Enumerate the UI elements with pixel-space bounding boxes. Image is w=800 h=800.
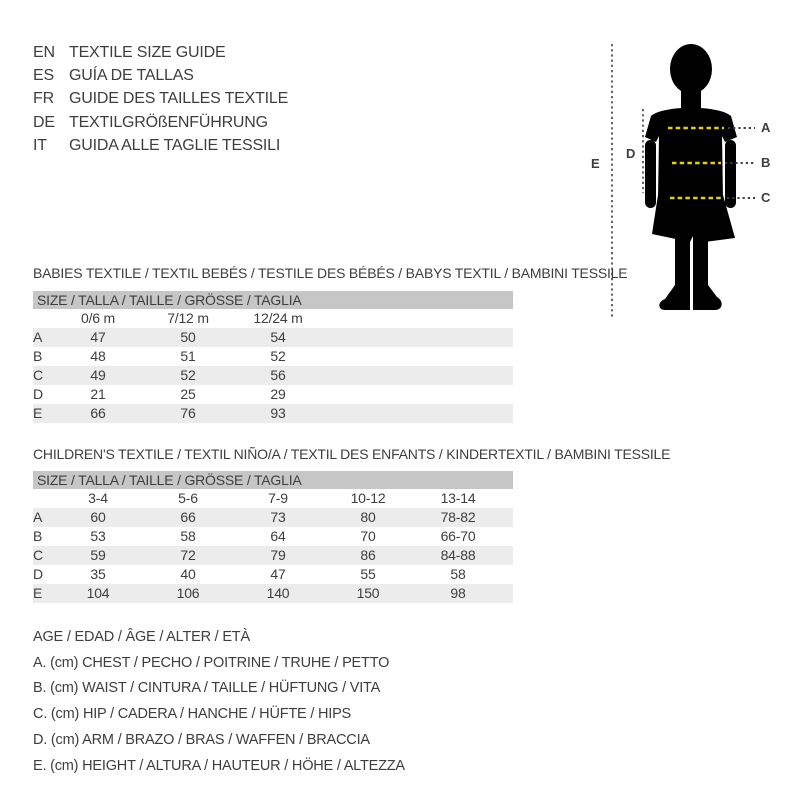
cell: 49 (90, 367, 106, 383)
language-code: IT (33, 137, 47, 155)
language-row (33, 88, 288, 111)
cell: 104 (86, 585, 110, 601)
row-label: D (33, 386, 43, 402)
cell: 150 (356, 585, 380, 601)
cell: 98 (450, 585, 466, 601)
legend-line: AGE / EDAD / ÂGE / ALTER / ETÀ (33, 629, 250, 645)
cell: 59 (90, 547, 106, 563)
cell: 78-82 (440, 509, 476, 525)
legend-line: C. (cm) HIP / CADERA / HANCHE / HÜFTE / HIPS (33, 706, 352, 723)
cell: 48 (90, 348, 106, 364)
cell: 51 (180, 348, 196, 364)
row-label: B (33, 528, 43, 544)
cell: 50 (180, 329, 196, 345)
cell: 35 (90, 566, 106, 582)
legend-line: E. (cm) HEIGHT / ALTURA / HAUTEUR / HÖHE / ALTEZZA (33, 757, 405, 774)
language-label: GUIDE DES TAILLES TEXTILE (69, 90, 289, 108)
table-row (33, 347, 513, 366)
cell: 64 (270, 528, 286, 544)
table-row (33, 508, 513, 527)
cell: 84-88 (440, 547, 476, 563)
cell: 52 (180, 367, 196, 383)
column-header: 7-9 (268, 490, 288, 506)
childrens-section-title: CHILDREN'S TEXTILE / TEXTIL NIÑO/A / TEXTIL DES ENFANTS / KINDERTEXTIL / BAMBINI TESSILE (33, 446, 671, 462)
table-row (33, 366, 513, 385)
childrens-size-header-bar: SIZE / TALLA / TAILLE / GRÖSSE / TAGLIA (33, 471, 513, 489)
cell: 66-70 (440, 528, 476, 544)
language-code: FR (33, 90, 54, 108)
table-row (33, 565, 513, 584)
cell: 58 (450, 566, 466, 582)
column-header: 13-14 (440, 490, 476, 506)
cell: 73 (270, 509, 286, 525)
cell: 80 (360, 509, 376, 525)
cell: 70 (360, 528, 376, 544)
childrens-size-table (33, 489, 513, 603)
cell: 40 (180, 566, 196, 582)
column-header: 12/24 m (253, 310, 303, 326)
babies-size-table (33, 309, 513, 423)
cell: 54 (270, 329, 286, 345)
cell: 47 (90, 329, 106, 345)
language-list (33, 41, 288, 158)
table-header-row (33, 309, 513, 328)
row-label: E (33, 405, 43, 421)
cell: 93 (270, 405, 286, 421)
measure-label-a: A (761, 120, 771, 135)
language-code: EN (33, 43, 55, 61)
cell: 52 (270, 348, 286, 364)
column-header: 7/12 m (167, 310, 209, 326)
measure-label-e: E (591, 156, 600, 171)
child-silhouette (645, 44, 737, 310)
language-code: ES (33, 67, 54, 85)
cell: 53 (90, 528, 106, 544)
cell: 21 (90, 386, 106, 402)
language-row (33, 64, 288, 87)
language-row (33, 135, 288, 158)
language-label: TEXTILGRÖßENFÜHRUNG (69, 113, 268, 131)
measure-label-b: B (761, 155, 771, 170)
cell: 56 (270, 367, 286, 383)
table-row (33, 527, 513, 546)
language-code: DE (33, 113, 55, 131)
row-label: A (33, 329, 43, 345)
row-label: C (33, 367, 43, 383)
row-label: C (33, 547, 43, 563)
cell: 76 (180, 405, 196, 421)
cell: 86 (360, 547, 376, 563)
cell: 60 (90, 509, 106, 525)
column-header: 0/6 m (80, 310, 115, 326)
language-label: GUIDA ALLE TAGLIE TESSILI (69, 137, 281, 155)
column-header: 3-4 (88, 490, 108, 506)
cell: 106 (176, 585, 200, 601)
table-row (33, 546, 513, 565)
cell: 55 (360, 566, 376, 582)
language-row (33, 41, 288, 64)
column-header: 5-6 (178, 490, 198, 506)
row-label: B (33, 348, 43, 364)
column-header: 10-12 (350, 490, 386, 506)
babies-size-header-bar: SIZE / TALLA / TAILLE / GRÖSSE / TAGLIA (33, 291, 513, 309)
table-row (33, 584, 513, 603)
legend-line: A. (cm) CHEST / PECHO / POITRINE / TRUHE / PETTO (33, 654, 390, 671)
row-label: E (33, 585, 43, 601)
cell: 29 (270, 386, 286, 402)
cell: 140 (266, 585, 290, 601)
cell: 66 (180, 509, 196, 525)
cell: 72 (180, 547, 196, 563)
measure-label-d: D (626, 146, 636, 161)
cell: 47 (270, 566, 286, 582)
cell: 66 (90, 405, 106, 421)
table-header-row (33, 489, 513, 508)
babies-section-title: BABIES TEXTILE / TEXTIL BEBÉS / TESTILE DES BÉBÉS / BABYS TEXTIL / BAMBINI TESSILE (33, 265, 628, 281)
language-label: GUÍA DE TALLAS (69, 67, 194, 85)
measure-label-c: C (761, 190, 771, 205)
language-row (33, 111, 288, 134)
table-row (33, 328, 513, 347)
table-row (33, 404, 513, 423)
table-row (33, 385, 513, 404)
cell: 79 (270, 547, 286, 563)
row-label: D (33, 566, 43, 582)
language-label: TEXTILE SIZE GUIDE (69, 43, 226, 61)
legend-line: B. (cm) WAIST / CINTURA / TAILLE / HÜFTUNG / VITA (33, 680, 381, 697)
cell: 25 (180, 386, 196, 402)
row-label: A (33, 509, 43, 525)
legend-line: D. (cm) ARM / BRAZO / BRAS / WAFFEN / BRACCIA (33, 731, 370, 748)
measurement-legend (33, 625, 405, 779)
cell: 58 (180, 528, 196, 544)
